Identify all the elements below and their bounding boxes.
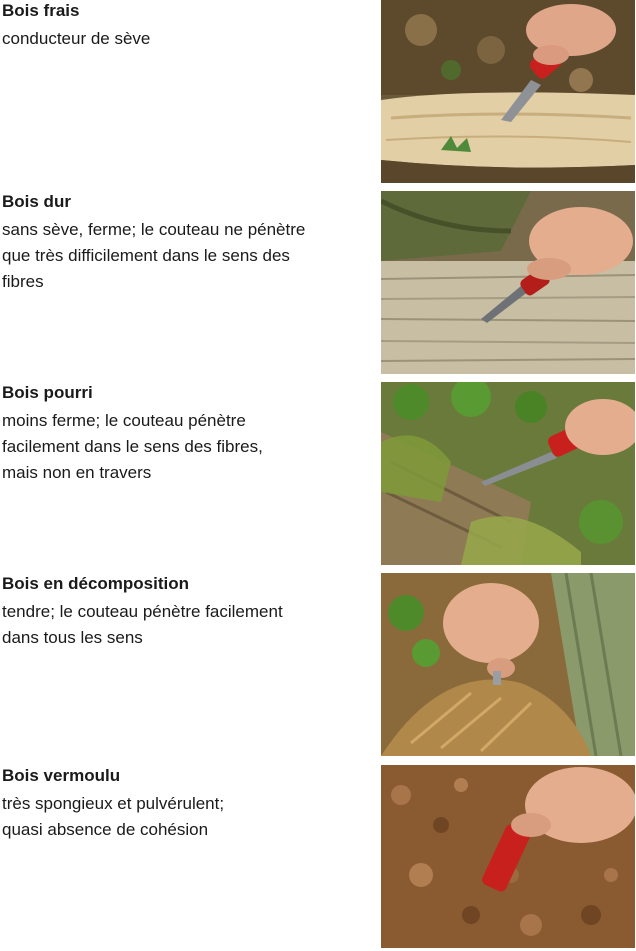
description-line: dans tous les sens xyxy=(2,628,143,647)
description-line: très spongieux et pulvérulent; xyxy=(2,794,225,813)
photo-rotten-wood xyxy=(381,382,635,565)
description-line: fibres xyxy=(2,272,44,291)
worm-eaten-wood-image xyxy=(381,765,635,948)
description-line: moins ferme; le couteau pénètre xyxy=(2,411,246,430)
entry-text xyxy=(2,0,362,52)
entry-description xyxy=(2,791,362,843)
entry-title: Bois vermoulu xyxy=(2,766,121,785)
entry-description xyxy=(2,217,362,295)
entry-title: Bois en décomposition xyxy=(2,574,190,593)
description-line: que très difficilement dans le sens des xyxy=(2,246,290,265)
description-line: quasi absence de cohésion xyxy=(2,820,209,839)
description-line: conducteur de sève xyxy=(2,29,151,48)
entry-text xyxy=(2,765,362,843)
description-line: mais non en travers xyxy=(2,463,152,482)
entry-description xyxy=(2,26,362,52)
rotten-wood-image xyxy=(381,382,635,565)
entry-title: Bois dur xyxy=(2,192,71,211)
entry-bois-vermoulu xyxy=(0,765,636,951)
entry-title: Bois frais xyxy=(2,1,80,20)
entry-text xyxy=(2,573,362,651)
entry-bois-en-decomposition xyxy=(0,573,636,759)
hard-wood-image xyxy=(381,191,635,374)
photo-fresh-wood xyxy=(381,0,635,183)
entry-text xyxy=(2,191,362,295)
entry-bois-pourri xyxy=(0,382,636,568)
description-line: facilement dans le sens des fibres, xyxy=(2,437,263,456)
decomposing-wood-image xyxy=(381,573,635,756)
description-line: sans sève, ferme; le couteau ne pénètre xyxy=(2,220,306,239)
photo-hard-wood xyxy=(381,191,635,374)
entry-bois-dur xyxy=(0,191,636,377)
photo-worm-eaten-wood xyxy=(381,765,635,948)
entry-title: Bois pourri xyxy=(2,383,93,402)
entry-description xyxy=(2,599,362,651)
entry-text xyxy=(2,382,362,486)
description-line: tendre; le couteau pénètre facilement xyxy=(2,602,283,621)
entry-description xyxy=(2,408,362,486)
photo-decomposing-wood xyxy=(381,573,635,756)
entry-bois-frais xyxy=(0,0,636,186)
fresh-wood-image xyxy=(381,0,635,183)
